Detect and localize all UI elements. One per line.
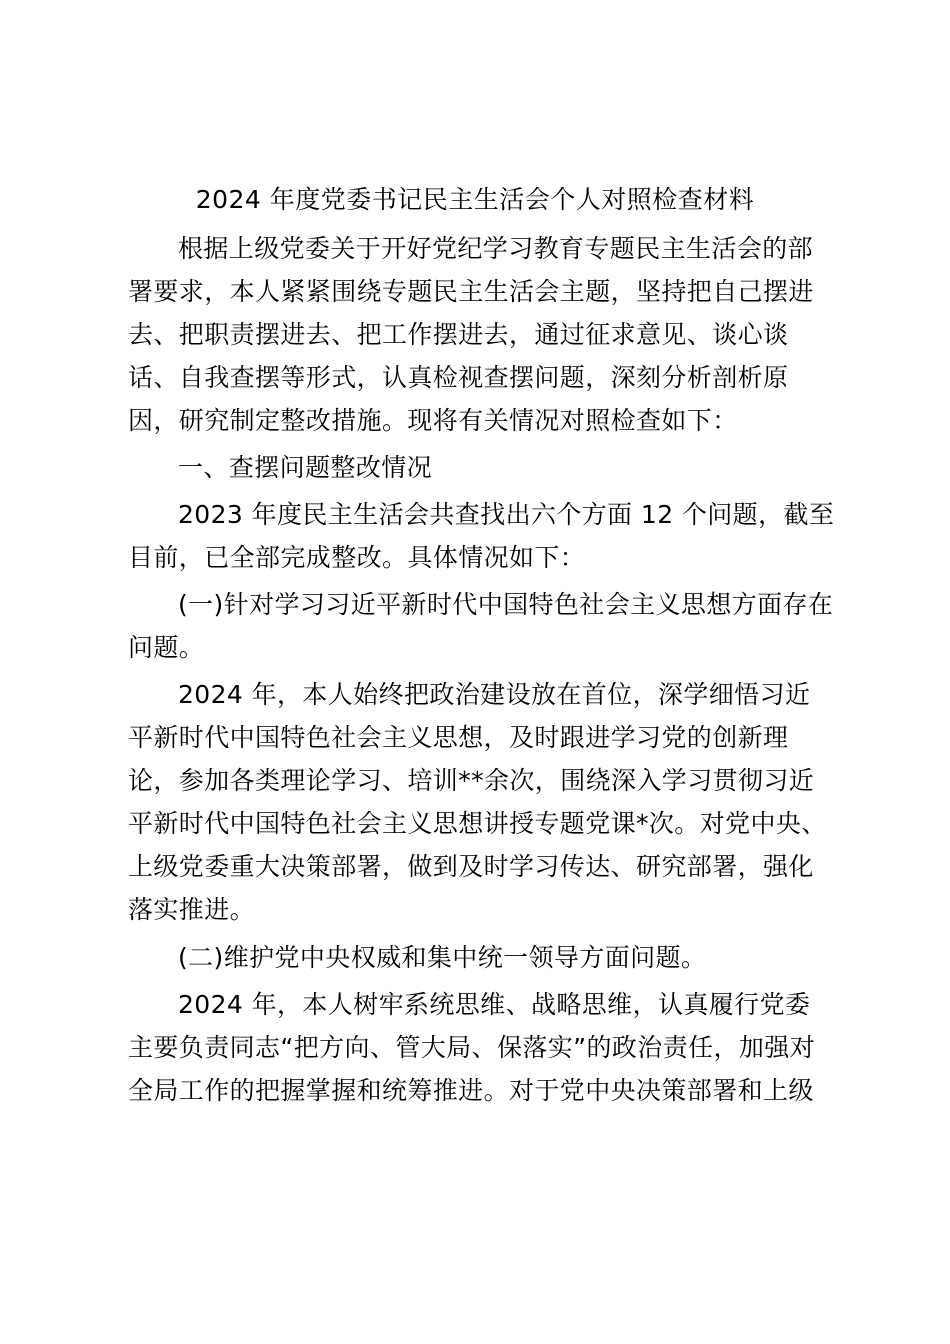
paragraph-line: 因，研究制定整改措施。现将有关情况对照检查如下： (128, 406, 738, 435)
paragraph-line: 主要负责同志“把方向、管大局、保落实”的政治责任，加强对 (128, 1033, 816, 1062)
paragraph-line: 落实推进。 (128, 895, 256, 924)
paragraph-line: 上级党委重大决策部署，做到及时学习传达、研究部署，强化 (128, 852, 814, 881)
subsection-heading: (二)维护党中央权威和集中统一领导方面问题。 (178, 943, 707, 972)
subsection-heading-continued: 问题。 (128, 633, 205, 662)
paragraph-line: 根据上级党委关于开好党纪学习教育专题民主生活会的部 (178, 234, 814, 263)
paragraph-line: 2024 年，本人始终把政治建设放在首位，深学细悟习近 (178, 680, 811, 709)
paragraph-line: 论，参加各类理论学习、培训**余次，围绕深入学习贯彻习近 (128, 766, 815, 795)
paragraph-line: 2024 年，本人树牢系统思维、战略思维，认真履行党委 (178, 990, 811, 1019)
paragraph-line: 署要求，本人紧紧围绕专题民主生活会主题，坚持把自己摆进 (128, 277, 814, 306)
paragraph-line: 平新时代中国特色社会主义思想，及时跟进学习党的创新理 (128, 723, 789, 752)
document-title: 2024 年度党委书记民主生活会个人对照检查材料 (195, 185, 755, 214)
subsection-heading: (一)针对学习习近平新时代中国特色社会主义思想方面存在 (178, 590, 834, 619)
paragraph-line: 全局工作的把握掌握和统筹推进。对于党中央决策部署和上级 (128, 1076, 814, 1105)
paragraph-line: 平新时代中国特色社会主义思想讲授专题党课*次。对党中央、 (128, 809, 827, 838)
section-heading: 一、查摆问题整改情况 (178, 453, 433, 482)
paragraph-line: 2023 年度民主生活会共查找出六个方面 12 个问题，截至 (178, 500, 835, 529)
paragraph-line: 话、自我查摆等形式，认真检视查摆问题，深刻分析剖析原 (128, 363, 789, 392)
paragraph-line: 去、把职责摆进去、把工作摆进去，通过征求意见、谈心谈 (128, 320, 789, 349)
paragraph-line: 目前，已全部完成整改。具体情况如下： (128, 543, 586, 572)
